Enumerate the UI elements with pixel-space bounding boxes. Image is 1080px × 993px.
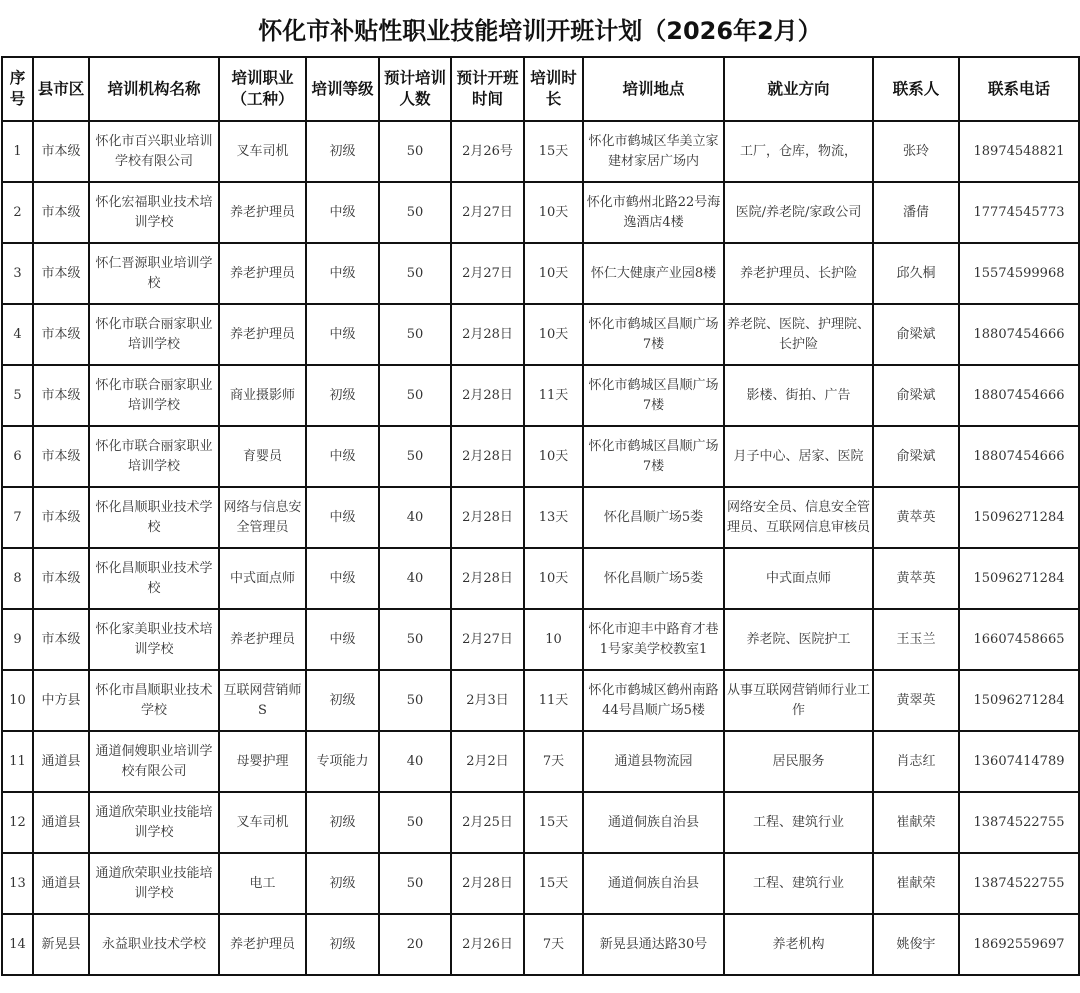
cell-index: 3: [2, 243, 33, 304]
table-row: [2, 182, 1079, 243]
cell-location: 怀化市鹤城区昌顺广场7楼: [583, 426, 724, 487]
cell-county: 通道县: [33, 731, 89, 792]
cell-county: 市本级: [33, 609, 89, 670]
cell-duration: 10天: [524, 182, 583, 243]
cell-contact: 张玲: [873, 121, 959, 182]
cell-location: 怀化市迎丰中路育才巷1号家美学校教室1: [583, 609, 724, 670]
table-row: [2, 731, 1079, 792]
cell-start-date: 2月3日: [451, 670, 524, 731]
cell-occupation: 母婴护理: [219, 731, 306, 792]
cell-location: 通道侗族自治县: [583, 792, 724, 853]
cell-employment: 养老机构: [724, 914, 873, 975]
cell-phone: 18807454666: [959, 365, 1079, 426]
cell-index: 11: [2, 731, 33, 792]
cell-contact: 姚俊宇: [873, 914, 959, 975]
cell-employment: 医院/养老院/家政公司: [724, 182, 873, 243]
table-row: [2, 548, 1079, 609]
cell-employment: 影楼、街拍、广告: [724, 365, 873, 426]
table-row: [2, 670, 1079, 731]
cell-occupation: 叉车司机: [219, 121, 306, 182]
cell-contact: 崔献荣: [873, 853, 959, 914]
cell-institution: 永益职业技术学校: [89, 914, 219, 975]
cell-start-date: 2月28日: [451, 548, 524, 609]
cell-level: 初级: [306, 853, 379, 914]
cell-county: 中方县: [33, 670, 89, 731]
cell-phone: 13607414789: [959, 731, 1079, 792]
cell-duration: 15天: [524, 121, 583, 182]
cell-phone: 17774545773: [959, 182, 1079, 243]
cell-institution: 怀化昌顺职业技术学校: [89, 487, 219, 548]
cell-start-date: 2月27日: [451, 182, 524, 243]
cell-institution: 怀仁晋源职业培训学校: [89, 243, 219, 304]
cell-duration: 10天: [524, 548, 583, 609]
table-row: [2, 487, 1079, 548]
cell-trainees: 40: [379, 487, 451, 548]
cell-occupation: 养老护理员: [219, 182, 306, 243]
cell-level: 初级: [306, 670, 379, 731]
header-trainees: 预计培训人数: [379, 57, 451, 121]
cell-duration: 13天: [524, 487, 583, 548]
cell-employment: 养老院、医院、护理院、长护险: [724, 304, 873, 365]
cell-employment: 工程、建筑行业: [724, 853, 873, 914]
table-row: [2, 243, 1079, 304]
cell-start-date: 2月25日: [451, 792, 524, 853]
cell-location: 通道县物流园: [583, 731, 724, 792]
header-employment: 就业方向: [724, 57, 873, 121]
cell-phone: 18692559697: [959, 914, 1079, 975]
cell-location: 怀化昌顺广场5娄: [583, 487, 724, 548]
cell-employment: 养老护理员、长护险: [724, 243, 873, 304]
cell-index: 8: [2, 548, 33, 609]
table-row: [2, 426, 1079, 487]
cell-employment: 工程、建筑行业: [724, 792, 873, 853]
cell-level: 初级: [306, 365, 379, 426]
cell-phone: 15096271284: [959, 487, 1079, 548]
cell-phone: 15096271284: [959, 548, 1079, 609]
cell-employment: 从事互联网营销师行业工作: [724, 670, 873, 731]
cell-duration: 7天: [524, 731, 583, 792]
cell-index: 13: [2, 853, 33, 914]
header-county: 县市区: [33, 57, 89, 121]
cell-trainees: 50: [379, 609, 451, 670]
training-plan-table: [1, 56, 1080, 976]
cell-institution: 怀化市联合丽家职业培训学校: [89, 304, 219, 365]
cell-county: 新晃县: [33, 914, 89, 975]
cell-location: 怀化昌顺广场5娄: [583, 548, 724, 609]
cell-start-date: 2月28日: [451, 853, 524, 914]
cell-level: 中级: [306, 304, 379, 365]
cell-start-date: 2月26号: [451, 121, 524, 182]
cell-trainees: 50: [379, 670, 451, 731]
cell-index: 2: [2, 182, 33, 243]
cell-phone: 13874522755: [959, 853, 1079, 914]
header-occupation: 培训职业（工种）: [219, 57, 306, 121]
cell-start-date: 2月2日: [451, 731, 524, 792]
cell-level: 初级: [306, 792, 379, 853]
cell-trainees: 50: [379, 243, 451, 304]
cell-duration: 15天: [524, 853, 583, 914]
cell-start-date: 2月27日: [451, 243, 524, 304]
header-index: 序号: [2, 57, 33, 121]
cell-duration: 10天: [524, 243, 583, 304]
table-header-row: [2, 57, 1079, 121]
cell-occupation: 中式面点师: [219, 548, 306, 609]
cell-trainees: 50: [379, 365, 451, 426]
cell-start-date: 2月26日: [451, 914, 524, 975]
cell-trainees: 50: [379, 121, 451, 182]
cell-start-date: 2月28日: [451, 365, 524, 426]
cell-phone: 13874522755: [959, 792, 1079, 853]
cell-level: 中级: [306, 609, 379, 670]
cell-start-date: 2月27日: [451, 609, 524, 670]
cell-institution: 怀化宏福职业技术培训学校: [89, 182, 219, 243]
cell-county: 市本级: [33, 426, 89, 487]
cell-occupation: 互联网营销师S: [219, 670, 306, 731]
cell-phone: 18807454666: [959, 426, 1079, 487]
cell-contact: 崔献荣: [873, 792, 959, 853]
cell-occupation: 养老护理员: [219, 304, 306, 365]
header-start-date: 预计开班时间: [451, 57, 524, 121]
cell-index: 14: [2, 914, 33, 975]
cell-occupation: 电工: [219, 853, 306, 914]
cell-contact: 邱久桐: [873, 243, 959, 304]
header-contact: 联系人: [873, 57, 959, 121]
cell-trainees: 40: [379, 731, 451, 792]
table-row: [2, 914, 1079, 975]
cell-occupation: 网络与信息安全管理员: [219, 487, 306, 548]
cell-institution: 通道侗嫂职业培训学校有限公司: [89, 731, 219, 792]
cell-start-date: 2月28日: [451, 426, 524, 487]
cell-level: 中级: [306, 426, 379, 487]
cell-duration: 10: [524, 609, 583, 670]
cell-location: 怀化市鹤城区昌顺广场7楼: [583, 365, 724, 426]
cell-index: 10: [2, 670, 33, 731]
cell-employment: 中式面点师: [724, 548, 873, 609]
cell-location: 怀仁大健康产业园8楼: [583, 243, 724, 304]
cell-trainees: 50: [379, 853, 451, 914]
table-row: [2, 365, 1079, 426]
cell-trainees: 50: [379, 426, 451, 487]
header-location: 培训地点: [583, 57, 724, 121]
cell-county: 市本级: [33, 365, 89, 426]
header-level: 培训等级: [306, 57, 379, 121]
cell-level: 中级: [306, 487, 379, 548]
table-row: [2, 609, 1079, 670]
cell-level: 初级: [306, 121, 379, 182]
cell-index: 5: [2, 365, 33, 426]
page-title: 怀化市补贴性职业技能培训开班计划（2026年2月）: [258, 16, 822, 45]
cell-institution: 怀化市昌顺职业技术学校: [89, 670, 219, 731]
cell-occupation: 养老护理员: [219, 914, 306, 975]
cell-institution: 通道欣荣职业技能培训学校: [89, 853, 219, 914]
cell-employment: 养老院、医院护工: [724, 609, 873, 670]
cell-county: 市本级: [33, 487, 89, 548]
cell-contact: 俞梁斌: [873, 426, 959, 487]
cell-start-date: 2月28日: [451, 487, 524, 548]
cell-location: 怀化市鹤州北路22号海逸酒店4楼: [583, 182, 724, 243]
header-phone: 联系电话: [959, 57, 1079, 121]
cell-level: 初级: [306, 914, 379, 975]
cell-county: 通道县: [33, 853, 89, 914]
table-row: [2, 304, 1079, 365]
cell-duration: 11天: [524, 365, 583, 426]
cell-occupation: 商业摄影师: [219, 365, 306, 426]
cell-contact: 潘倩: [873, 182, 959, 243]
cell-location: 怀化市鹤城区昌顺广场7楼: [583, 304, 724, 365]
cell-level: 中级: [306, 182, 379, 243]
cell-contact: 黄萃英: [873, 548, 959, 609]
cell-index: 9: [2, 609, 33, 670]
cell-contact: 黄萃英: [873, 487, 959, 548]
cell-location: 怀化市鹤城区鹤州南路44号昌顺广场5楼: [583, 670, 724, 731]
cell-index: 12: [2, 792, 33, 853]
cell-institution: 怀化市联合丽家职业培训学校: [89, 426, 219, 487]
cell-index: 4: [2, 304, 33, 365]
cell-institution: 怀化市百兴职业培训学校有限公司: [89, 121, 219, 182]
cell-trainees: 50: [379, 182, 451, 243]
table-row: [2, 853, 1079, 914]
cell-institution: 怀化昌顺职业技术学校: [89, 548, 219, 609]
cell-occupation: 育婴员: [219, 426, 306, 487]
cell-location: 新晃县通达路30号: [583, 914, 724, 975]
cell-contact: 俞梁斌: [873, 304, 959, 365]
cell-level: 中级: [306, 243, 379, 304]
cell-index: 6: [2, 426, 33, 487]
cell-employment: 工厂，仓库，物流，: [724, 121, 873, 182]
cell-contact: 肖志红: [873, 731, 959, 792]
cell-occupation: 叉车司机: [219, 792, 306, 853]
cell-trainees: 50: [379, 792, 451, 853]
cell-phone: 15574599968: [959, 243, 1079, 304]
cell-county: 市本级: [33, 304, 89, 365]
table-row: [2, 121, 1079, 182]
cell-employment: 网络安全员、信息安全管理员、互联网信息审核员: [724, 487, 873, 548]
cell-duration: 7天: [524, 914, 583, 975]
cell-institution: 怀化家美职业技术培训学校: [89, 609, 219, 670]
cell-duration: 15天: [524, 792, 583, 853]
header-duration: 培训时长: [524, 57, 583, 121]
cell-phone: 16607458665: [959, 609, 1079, 670]
cell-duration: 10天: [524, 304, 583, 365]
cell-institution: 怀化市联合丽家职业培训学校: [89, 365, 219, 426]
cell-trainees: 20: [379, 914, 451, 975]
cell-occupation: 养老护理员: [219, 609, 306, 670]
cell-institution: 通道欣荣职业技能培训学校: [89, 792, 219, 853]
cell-contact: 黄翠英: [873, 670, 959, 731]
cell-index: 1: [2, 121, 33, 182]
cell-phone: 15096271284: [959, 670, 1079, 731]
cell-trainees: 50: [379, 304, 451, 365]
cell-contact: 王玉兰: [873, 609, 959, 670]
cell-start-date: 2月28日: [451, 304, 524, 365]
cell-occupation: 养老护理员: [219, 243, 306, 304]
cell-duration: 10天: [524, 426, 583, 487]
cell-employment: 居民服务: [724, 731, 873, 792]
table-row: [2, 792, 1079, 853]
cell-employment: 月子中心、居家、医院: [724, 426, 873, 487]
header-institution: 培训机构名称: [89, 57, 219, 121]
cell-contact: 俞梁斌: [873, 365, 959, 426]
cell-index: 7: [2, 487, 33, 548]
cell-location: 通道侗族自治县: [583, 853, 724, 914]
cell-location: 怀化市鹤城区华美立家建材家居广场内: [583, 121, 724, 182]
cell-county: 通道县: [33, 792, 89, 853]
cell-duration: 11天: [524, 670, 583, 731]
cell-level: 专项能力: [306, 731, 379, 792]
cell-phone: 18807454666: [959, 304, 1079, 365]
cell-county: 市本级: [33, 548, 89, 609]
cell-county: 市本级: [33, 182, 89, 243]
cell-trainees: 40: [379, 548, 451, 609]
cell-county: 市本级: [33, 243, 89, 304]
cell-county: 市本级: [33, 121, 89, 182]
cell-phone: 18974548821: [959, 121, 1079, 182]
cell-level: 中级: [306, 548, 379, 609]
